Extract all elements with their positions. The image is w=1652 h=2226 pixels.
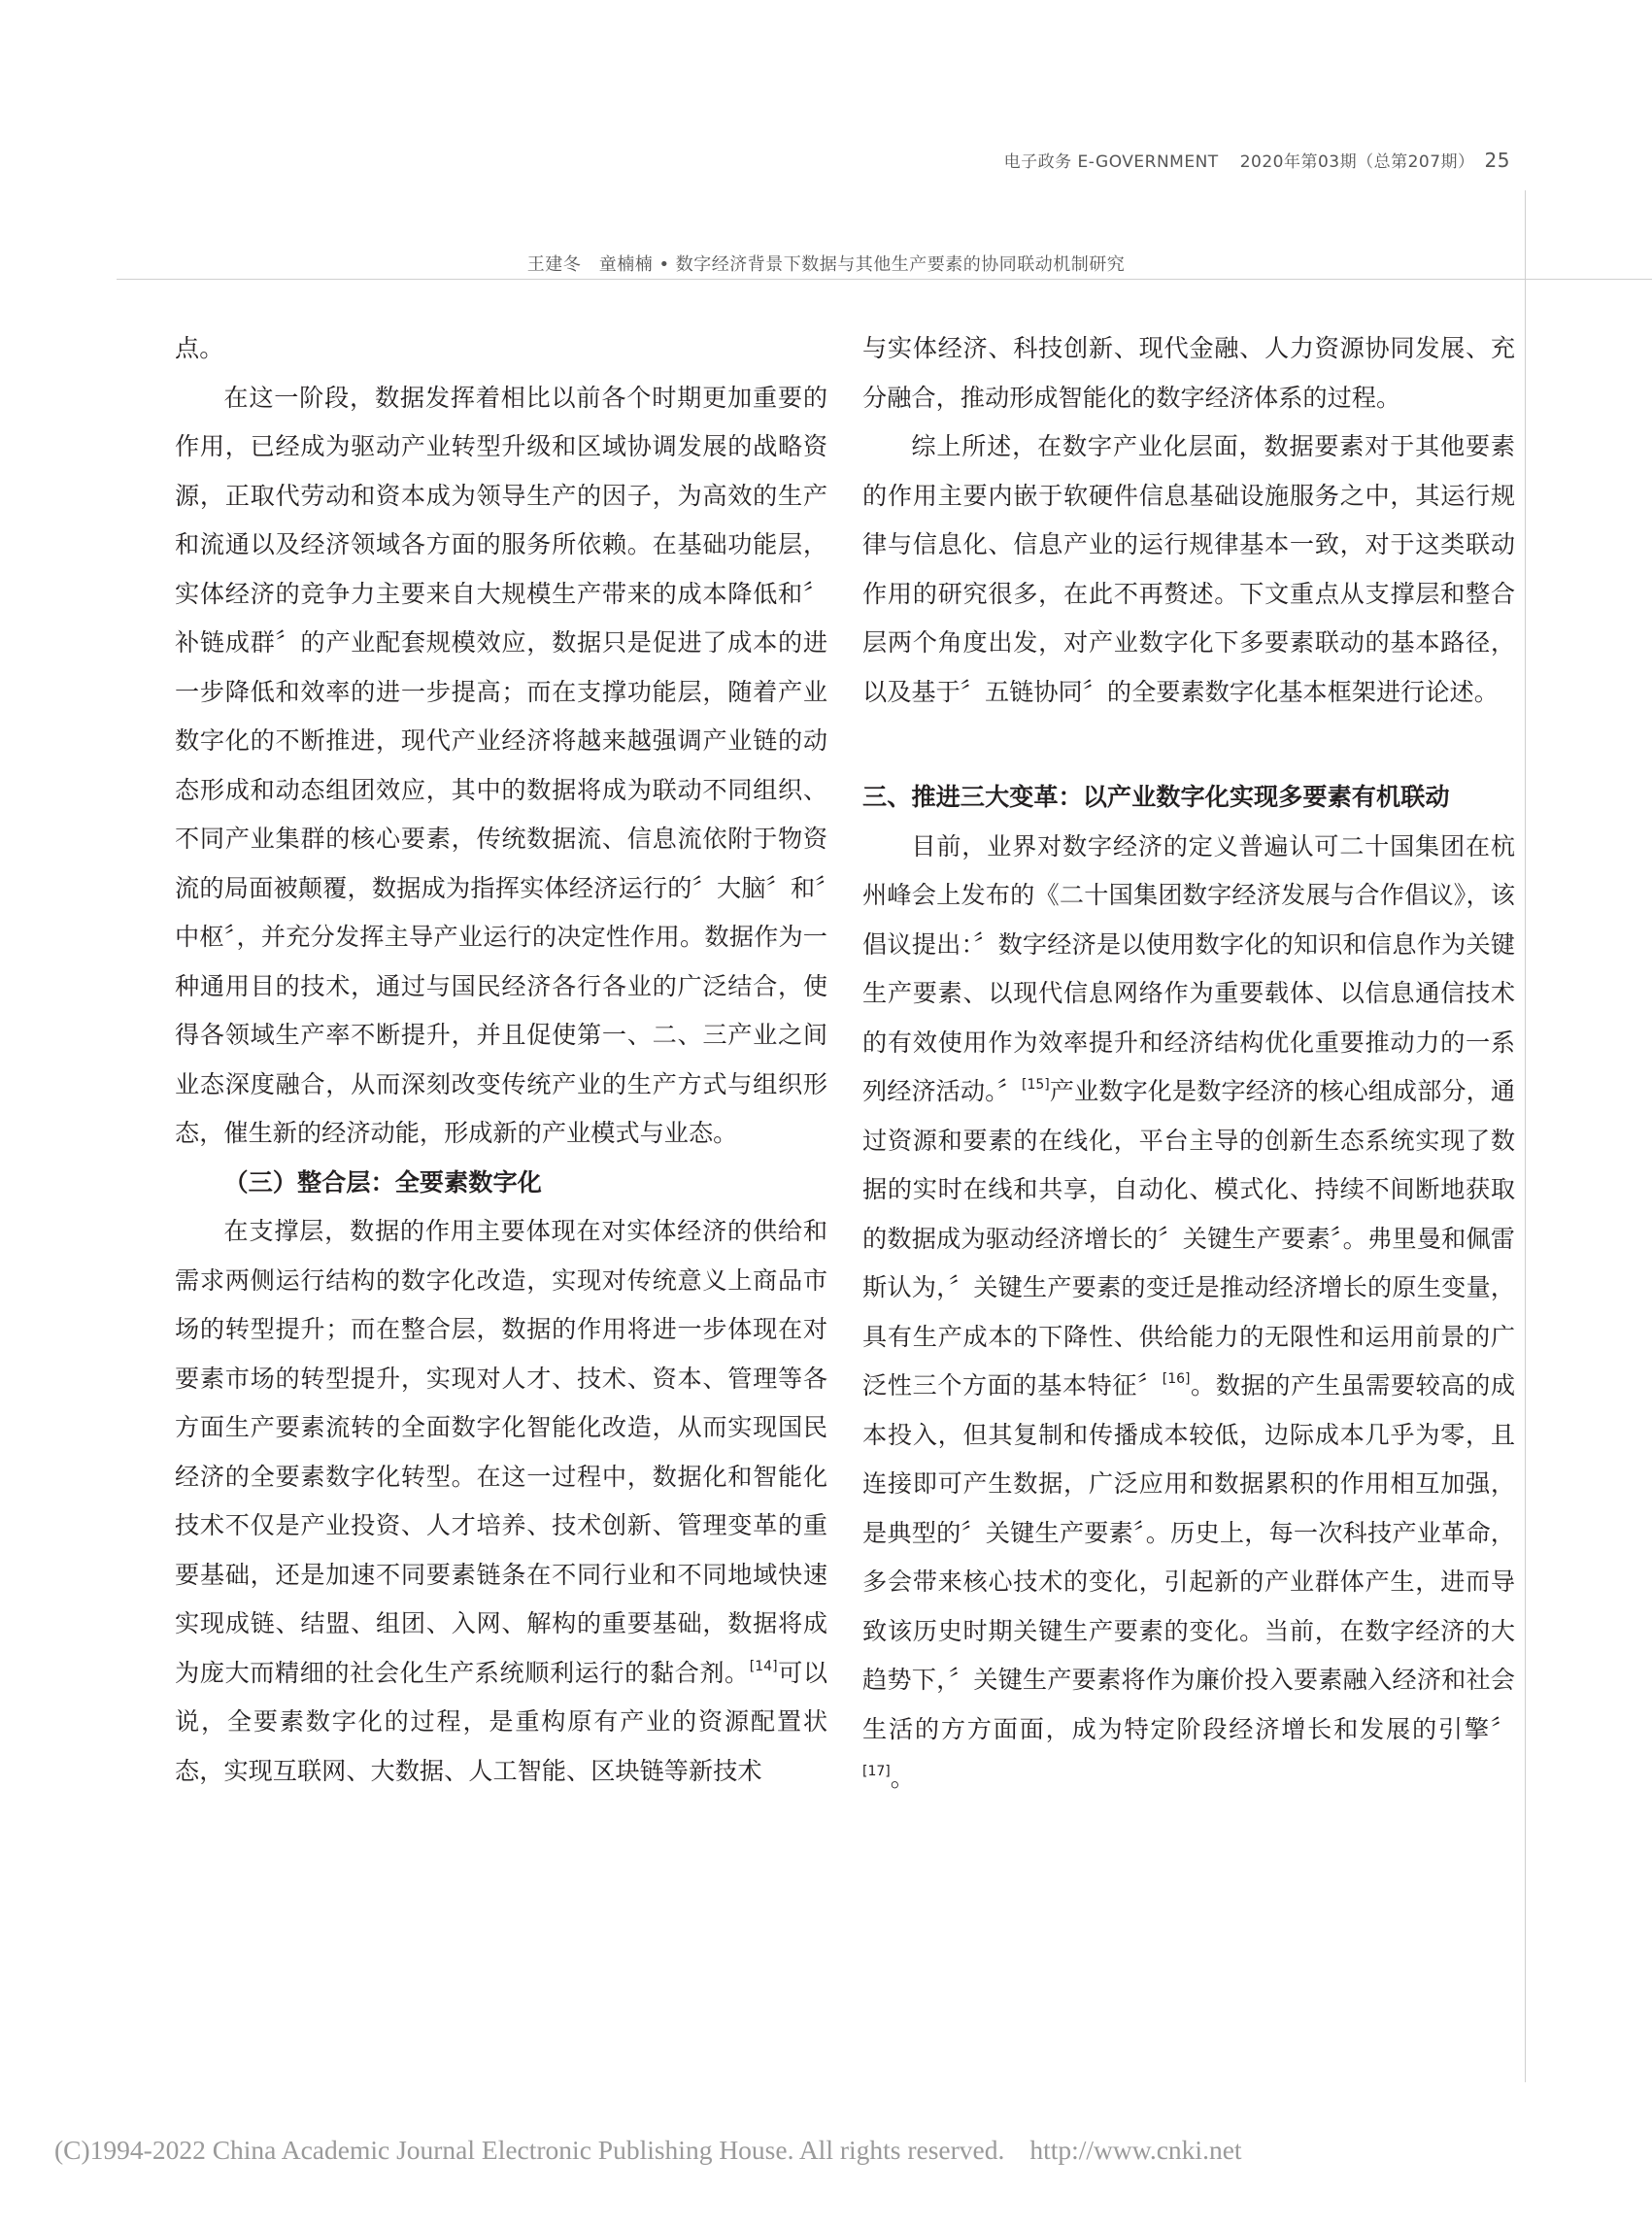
citation-ref: [16] bbox=[1162, 1371, 1191, 1387]
paragraph-text: 产业数字化是数字经济的核心组成部分，通过资源和要素的在线化，平台主导的创新生态系统实现了数据的实时在线和共享，自动化、模式化、持续不间断地获取的数据成为驱动经济增长的〞关键生产要素〞。弗里曼和佩雷斯认为，〞关键生产要素的变迁是推动经济增长的原生变量，具有生产成本的下降性、供给能力的无限性和运用前景的广泛性三个方面的基本特征〞 bbox=[862, 1077, 1516, 1400]
citation-ref: [15] bbox=[1021, 1077, 1050, 1093]
paragraph: 综上所述，在数字产业化层面，数据要素对于其他要素的作用主要内嵌于软硬件信息基础设施服务之中，其运行规律与信息化、信息产业的运行规律基本一致，对于这类联动作用的研究很多，在此不再赘述。下文重点从支撑层和整合层两个角度出发，对产业数字化下多要素联动的基本路径，以及基于〞五链协同〞的全要素数字化基本框架进行论述。 bbox=[862, 432, 1515, 706]
copyright-notice: (C)1994-2022 China Academic Journal Electronic Publishing House. All rights reserved. bbox=[54, 2135, 1005, 2165]
section-gap bbox=[862, 717, 1515, 773]
paragraph-text: 可以说，全要素数字化的过程，是重构原有产业的资源配置状态，实现互联网、大数据、人工智能、区块链等新技术 bbox=[175, 1658, 828, 1785]
paragraph-text: 。数据的产生虽需要较高的成本投入，但其复制和传播成本较低，边际成本几乎为零，且连接即可产生数据，广泛应用和数据累积的作用相互加强，是典型的〞关键生产要素〞。历史上，每一次科技产业革命，多会带来核心技术的变化，引起新的产业群体产生，进而导致该历史时期关键生产要素的变化。当前，在数字经济的大趋势下，〞关键生产要素将作为廉价投入要素融入经济和社会生活的方方面面，成为特定阶段经济增长和发展的引擎〞 bbox=[862, 1371, 1516, 1743]
right-column bbox=[862, 324, 1515, 1804]
paragraph-text: 目前，业界对数字经济的定义普遍认可二十国集团在杭州峰会上发布的《二十国集团数字经济发展与合作倡议》，该倡议提出：〞数字经济是以使用数字化的知识和信息作为关键生产要素、以现代信息网络作为重要载体、以信息通信技术的有效使用作为效率提升和经济结构优化重要推动力的一系列经济活动。〞 bbox=[862, 831, 1515, 1105]
paragraph-text: 在支撑层，数据的作用主要体现在对实体经济的供给和需求两侧运行结构的数字化改造，实现对传统意义上商品市场的转型提升；而在整合层，数据的作用将进一步体现在对要素市场的转型提升，实现对人才、技术、资本、管理等各方面生产要素流转的全面数字化智能化改造，从而实现国民经济的全要素数字化转型。在这一过程中，数据化和智能化技术不仅是产业投资、人才培养、技术创新、管理变革的重要基础，还是加速不同要素链条在不同行业和不同地域快速实现成链、结盟、组团、入网、解构的重要基础，数据将成为庞大而精细的社会化生产系统顺利运行的黏合剂。 bbox=[175, 1217, 827, 1687]
cnki-url[interactable]: http://www.cnki.net bbox=[1029, 2135, 1242, 2165]
journal-name: 电子政务 E-GOVERNMENT bbox=[1003, 152, 1219, 172]
footer bbox=[54, 2135, 1242, 2166]
citation-ref: [14] bbox=[749, 1658, 778, 1674]
page-number: 25 bbox=[1484, 149, 1510, 172]
left-column bbox=[175, 324, 827, 1796]
header-rule bbox=[117, 279, 1652, 280]
citation-ref: [17] bbox=[862, 1764, 891, 1779]
running-title: 王建冬 童楠楠 • 数字经济背景下数据与其他生产要素的协同联动机制研究 bbox=[526, 254, 1126, 275]
paragraph bbox=[862, 823, 1515, 1804]
paragraph: 与实体经济、科技创新、现代金融、人力资源协同发展、充分融合，推动形成智能化的数字经济体系的过程。 bbox=[862, 334, 1515, 412]
right-margin-rule bbox=[1525, 190, 1526, 2082]
section-heading: 三、推进三大变革：以产业数字化实现多要素有机联动 bbox=[862, 783, 1450, 811]
paragraph-text: 。 bbox=[890, 1764, 915, 1792]
paragraph: 在这一阶段，数据发挥着相比以前各个时期更加重要的作用，已经成为驱动产业转型升级和区域协调发展的战略资源，正取代劳动和资本成为领导生产的因子，为高效的生产和流通以及经济领域各方面的服务所依赖。在基础功能层，实体经济的竞争力主要来自大规模生产带来的成本降低和〞补链成群〞的产业配套规模效应，数据只是促进了成本的进一步降低和效率的进一步提高；而在支撑功能层，随着产业数字化的不断推进，现代产业经济将越来越强调产业链的动态形成和动态组团效应，其中的数据将成为联动不同组织、不同产业集群的核心要素，传统数据流、信息流依附于物资流的局面被颠覆，数据成为指挥实体经济运行的〞大脑〞和〞中枢〞，并充分发挥主导产业运行的决定性作用。数据作为一种通用目的技术，通过与国民经济各行各业的广泛结合，使得各领域生产率不断提升，并且促使第一、二、三产业之间业态深度融合，从而深刻改变传统产业的生产方式与组织形态，催生新的经济动能，形成新的产业模式与业态。 bbox=[175, 383, 827, 1147]
paragraph: 点。 bbox=[175, 334, 224, 362]
paragraph bbox=[175, 1207, 827, 1796]
journal-header bbox=[1004, 148, 1510, 172]
section-heading: （三）整合层：全要素数字化 bbox=[223, 1167, 542, 1197]
issue-info: 2020年第03期（总第207期） bbox=[1239, 152, 1475, 172]
